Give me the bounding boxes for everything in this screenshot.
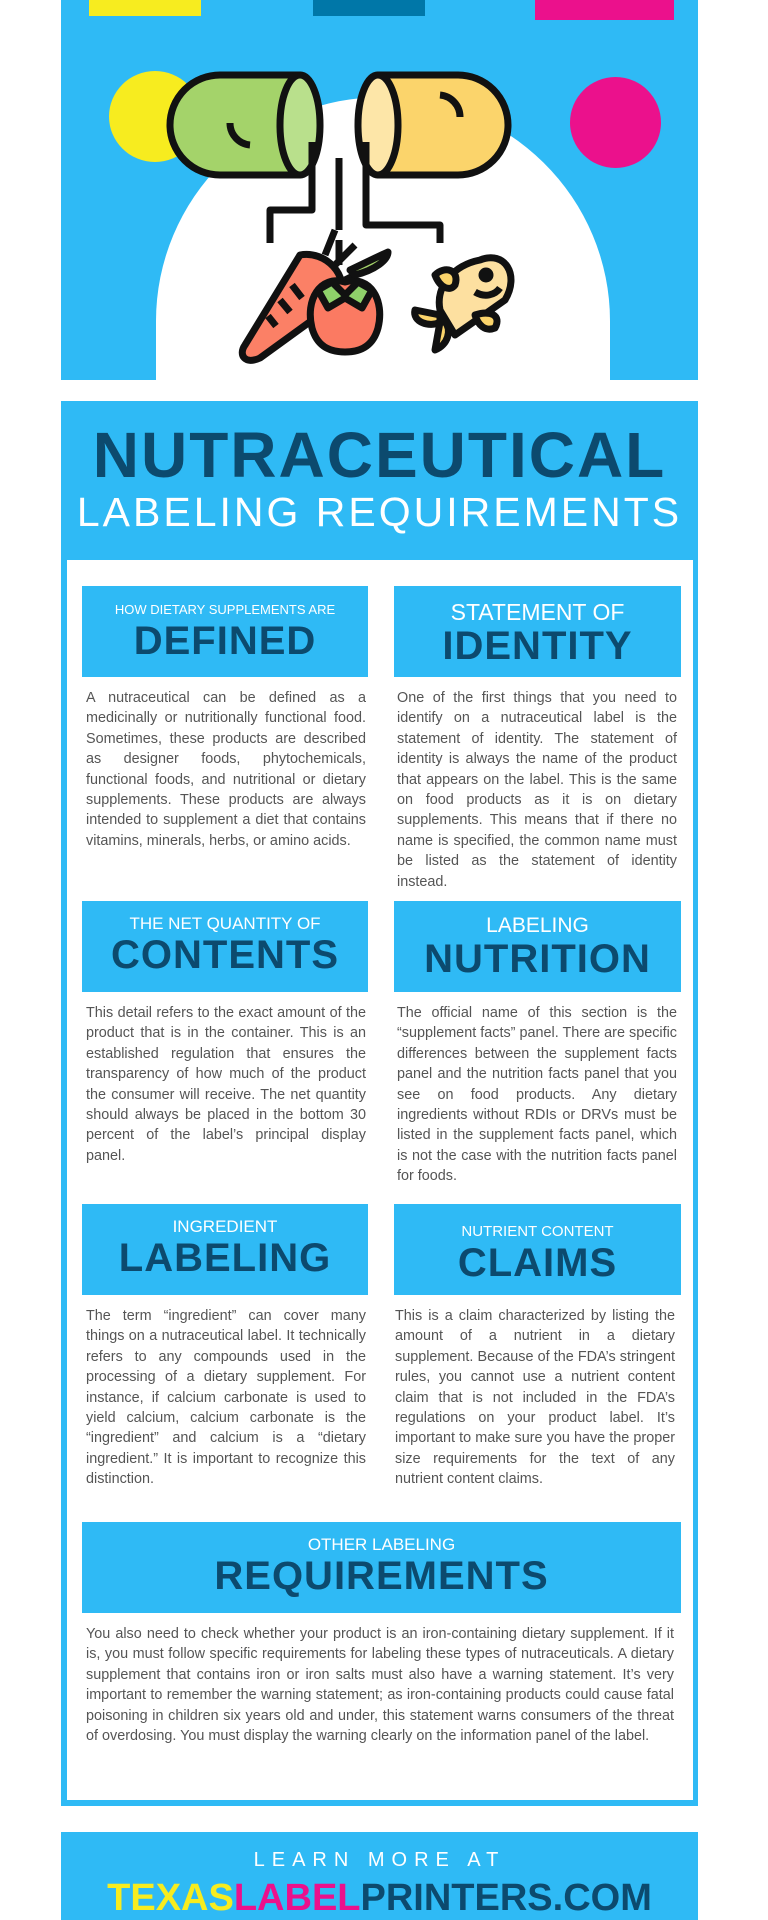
learn-more-label: LEARN MORE AT <box>253 1849 506 1871</box>
section-kicker: NUTRIENT CONTENT <box>461 1223 614 1240</box>
section-heading: REQUIREMENTS <box>214 1554 549 1598</box>
url-part-printers: PRINTERS.COM <box>360 1877 652 1919</box>
section-heading: LABELING <box>118 1236 332 1280</box>
section-heading: CONTENTS <box>111 933 339 977</box>
section-header-ingredient-labeling <box>82 1204 368 1295</box>
page-title: NUTRACEUTICAL <box>92 419 667 491</box>
footer-cta <box>61 1832 698 1920</box>
section-kicker: OTHER LABELING <box>307 1535 456 1554</box>
section-header-identity <box>394 586 681 677</box>
website-link[interactable] <box>61 1876 698 1920</box>
url-part-label: LABEL <box>233 1877 361 1919</box>
section-body-identity: One of the first things that you need to identify on a nutraceutical label is the statement of identity. The statement of identity is always the name of the product that appears on the label. This is the same on food products as it is on dietary supplements. This means that if there no name is specified, the common name must be listed as the statement of identity instead. <box>397 690 677 890</box>
section-body-defined: A nutraceutical can be defined as a medicinally or nutritionally functional food. Sometimes, these products are described as designer foods, phytochemicals, functional foods, and nutritional or dietary supplements. These products are always intended to supplement a diet that contains vitamins, minerals, herbs, or amino acids. <box>86 690 366 849</box>
section-kicker: STATEMENT OF <box>450 599 625 625</box>
section-body-other-requirements: You also need to check whether your product is an iron-containing dietary supplement. If it is, you must follow specific requirements for labeling these types of nutraceuticals. A dietary supplement that contains iron or iron salts must also have a warning statement. It’s very important to remember the warning statement; as iron-containing products could cause fatal poisoning in children six years old and under, this statement warns consumers of the threat of overdosing. You must display the warning clearly on the information panel of the label. <box>86 1626 674 1745</box>
section-header-other-requirements <box>82 1522 681 1613</box>
section-header-claims <box>394 1204 681 1295</box>
section-heading: CLAIMS <box>457 1241 618 1285</box>
magenta-top-bar <box>535 0 674 20</box>
teal-top-bar <box>313 0 425 16</box>
section-kicker: LABELING <box>486 914 589 937</box>
section-heading: DEFINED <box>133 619 317 663</box>
section-kicker: THE NET QUANTITY OF <box>129 914 321 933</box>
section-kicker: INGREDIENT <box>172 1217 278 1236</box>
capsule-with-carrot-strawberry-fish-icon <box>150 60 630 380</box>
section-kicker: HOW DIETARY SUPPLEMENTS ARE <box>114 602 336 617</box>
section-body-nutrition: The official name of this section is the “supplement facts” panel. There are specific differences between the supplement facts panel and the nutrition facts panel that you see on food products. Any dietary ingredients without RDIs or DRVs must be listed in the supplement facts panel, which is not the case with the nutrition facts panel for foods. <box>397 1005 677 1185</box>
section-body-claims: This is a claim characterized by listing the amount of a nutrient in a dietary supplement. Because of the FDA’s stringent rules, you cannot use a nutrient content claim that is not included in the FDA’s regulations on your product label. It’s important to make sure you have the proper size requirements for the text of any nutrient content claims. <box>395 1308 675 1488</box>
yellow-top-bar <box>89 0 201 16</box>
section-heading: IDENTITY <box>442 624 633 668</box>
section-header-defined <box>82 586 368 677</box>
page-subtitle: LABELING REQUIREMENTS <box>76 489 683 535</box>
section-header-contents <box>82 901 368 992</box>
section-body-ingredient-labeling: The term “ingredient” can cover many things on a nutraceutical label. It technically refers to any compounds used in the processing of a dietary supplement. For instance, if calcium carbonate is used to yield calcium, calcium carbonate is the “ingredient” and calcium is a “dietary ingredient.” It is important to recognize this distinction. <box>86 1308 366 1488</box>
section-header-nutrition <box>394 901 681 992</box>
section-body-contents: This detail refers to the exact amount of the product that is in the container. This is an established regulation that ensures the transparency of how much of the product the consumer will receive. The net quantity should always be placed in the bottom 30 percent of the label’s principal display panel. <box>86 1005 366 1164</box>
section-heading: NUTRITION <box>424 937 651 981</box>
url-part-texas: TEXAS <box>107 1877 234 1919</box>
